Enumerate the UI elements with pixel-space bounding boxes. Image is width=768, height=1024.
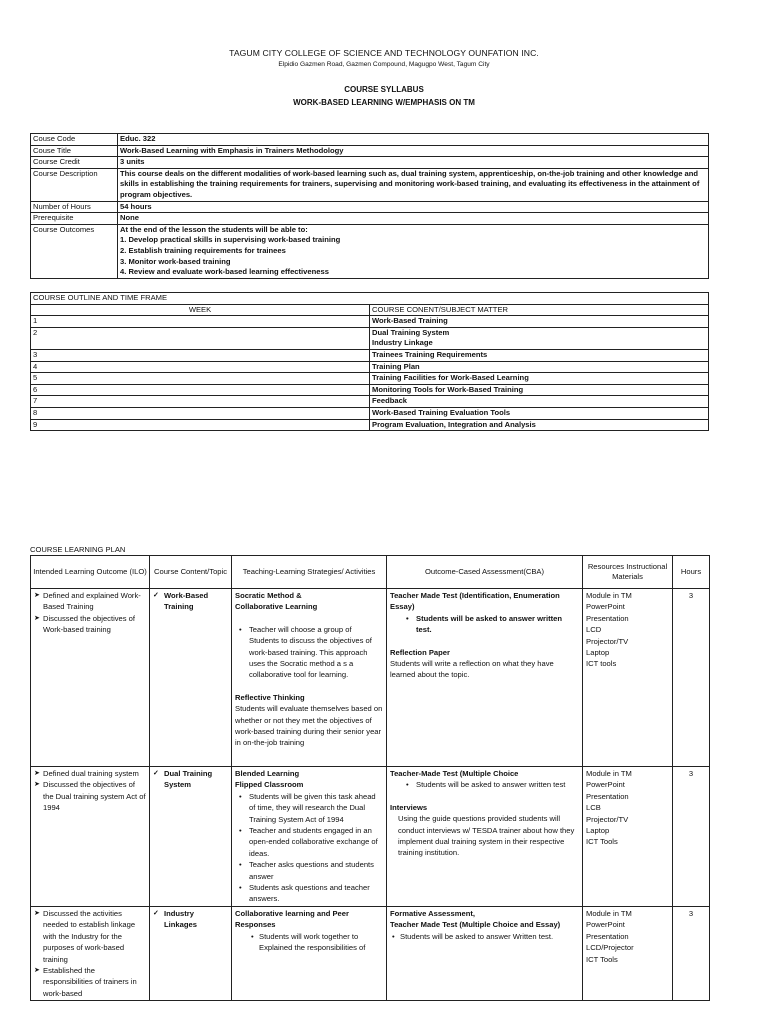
course-info-table — [30, 133, 709, 279]
week-content-line: Dual Training System — [372, 327, 450, 337]
week-number: 4 — [31, 361, 370, 373]
resource-item: Module in TM — [586, 591, 632, 600]
topic-text: Dual Training System — [164, 769, 213, 790]
assessment-bullet — [390, 931, 579, 942]
table-row — [31, 767, 710, 907]
ilo-text: Defined dual training system — [43, 769, 139, 778]
week-number: 8 — [31, 407, 370, 419]
topic-text: Work-Based Training — [164, 591, 209, 612]
course-outcomes — [118, 224, 709, 278]
table-row — [31, 407, 709, 419]
ilo-cell — [31, 906, 150, 1000]
resource-item: ICT Tools — [586, 837, 618, 847]
bullet-icon: • — [406, 780, 409, 790]
strategy-text: Students will be given this task ahead of time, they will research the Dual Training System Act of 1994 — [249, 791, 376, 824]
ilo-text: Discussed the activities needed to establish linkage with the Industry for the purposes of work-based training — [43, 908, 136, 964]
hours-cell: 3 — [673, 589, 710, 767]
resource-item: Laptop — [586, 826, 610, 836]
strategy-title: Collaborative learning and Peer Responses — [235, 908, 349, 930]
table-row — [31, 906, 710, 1000]
outline-header-content: COURSE CONENT/SUBJECT MATTER — [370, 304, 709, 316]
resource-item: ICT tools — [586, 659, 617, 669]
resource-item: Projector/TV — [586, 636, 629, 646]
arrow-bullet-icon: ➤ — [34, 770, 40, 777]
ilo-item — [34, 613, 146, 636]
strategy-text: Students will work together to Explained the responsibilities of — [259, 931, 366, 953]
strategy-text: Students ask questions and teacher answers. — [249, 883, 370, 904]
learning-plan-table — [30, 555, 710, 1001]
outcome-item: 4. Review and evaluate work-based learning effectiveness — [120, 267, 329, 277]
hours-cell: 3 — [673, 767, 710, 907]
course-credit: 3 units — [118, 157, 709, 169]
header-resources: Resources Instructional Materials — [583, 556, 673, 589]
outcome-item: 3. Monitor work-based training — [120, 256, 231, 266]
ilo-item — [34, 590, 146, 613]
ilo-cell — [31, 589, 150, 767]
header-ilo: Intended Learning Outcome (ILO) — [31, 556, 150, 589]
bullet-icon: • — [239, 624, 242, 634]
ilo-item — [34, 768, 146, 779]
resource-item: LCD — [586, 625, 602, 635]
assessment-title: Formative Assessment, — [390, 908, 475, 918]
resource-item: Module in TM — [586, 908, 632, 918]
table-row — [31, 384, 709, 396]
course-hours: 54 hours — [118, 201, 709, 213]
checkmark-icon: ✓ — [153, 770, 159, 777]
bullet-icon: • — [239, 826, 242, 836]
week-content: Feedback — [370, 396, 709, 408]
topic-cell — [150, 767, 232, 907]
resources-cell — [583, 589, 673, 767]
info-label: Couse Title — [31, 145, 118, 157]
bullet-icon: • — [406, 613, 409, 623]
resource-item: Laptop — [586, 648, 610, 658]
week-content: Work-Based Training Evaluation Tools — [370, 407, 709, 419]
resource-item: PowerPoint — [586, 780, 625, 790]
ilo-text: Defined and explained Work-Based Training — [43, 591, 141, 612]
ilo-text: Established the responsibilities of trainers in work-based — [43, 965, 137, 998]
strategies-cell — [232, 767, 387, 907]
assessment-title: Teacher Made Test (Multiple Choice and Essay) — [390, 920, 561, 930]
ilo-item — [34, 779, 146, 813]
strategy-title: Blended Learning — [235, 769, 300, 778]
bullet-icon: • — [251, 931, 254, 941]
week-number: 3 — [31, 349, 370, 361]
table-row — [31, 396, 709, 408]
course-prerequisite: None — [118, 213, 709, 225]
hours-cell: 3 — [673, 906, 710, 1000]
bullet-icon: • — [392, 931, 395, 941]
strategy-text: Teacher asks questions and students answer — [249, 860, 374, 881]
topic-text: Industry Linkages — [164, 908, 197, 930]
assessment-cell — [387, 589, 583, 767]
ilo-text: Discussed the objectives of Work-based training — [43, 613, 136, 635]
assessment-bullet — [390, 779, 579, 790]
strategy-title: Flipped Classroom — [235, 780, 304, 790]
week-number: 7 — [31, 396, 370, 408]
course-description: This course deals on the different modalities of work-based learning such as, dual training system, apprenticeship, on-the-job training and other knowledge and skills in establishing the training requirements for trainers, supervising and monitoring work-based training, and evaluating its effectiveness in the attainment of program objectives. — [118, 168, 709, 201]
course-title: Work-Based Learning with Emphasis in Trainers Methodology — [118, 145, 709, 157]
info-label: Prerequisite — [31, 213, 118, 225]
resource-item: Presentation — [586, 791, 629, 801]
header-assessment: Outcome-Cased Assessment(CBA) — [387, 556, 583, 589]
week-number: 1 — [31, 316, 370, 328]
resources-cell — [583, 906, 673, 1000]
assessment-text: Using the guide questions provided students will conduct interviews w/ TESDA trainer about how they implement dual training system in their respective training institution. — [398, 814, 575, 858]
strategy-title: Reflective Thinking — [235, 692, 305, 702]
topic-item — [153, 908, 228, 931]
school-name: TAGUM CITY COLLEGE OF SCIENCE AND TECHNOLOGY OUNFATION INC. — [229, 48, 539, 58]
week-content: Training Facilities for Work-Based Learning — [370, 373, 709, 385]
checkmark-icon: ✓ — [153, 909, 159, 917]
info-label: Course Description — [31, 168, 118, 201]
resource-item: LCD/Projector — [586, 943, 634, 953]
info-label: Course Credit — [31, 157, 118, 169]
ilo-cell — [31, 767, 150, 907]
resource-item: PowerPoint — [586, 920, 625, 930]
outcome-item: 2. Establish training requirements for trainees — [120, 245, 286, 255]
week-content — [370, 327, 709, 349]
week-number: 5 — [31, 373, 370, 385]
week-content: Trainees Training Requirements — [370, 349, 709, 361]
assessment-text: Students will write a reflection on what they have learned about the topic. — [390, 659, 554, 680]
bullet-icon: • — [239, 883, 242, 893]
outcomes-intro: At the end of the lesson the students will be able to: — [120, 224, 308, 234]
strategy-bullet — [235, 859, 383, 882]
header-hours: Hours — [673, 556, 710, 589]
resource-item: Presentation — [586, 931, 629, 941]
ilo-text: Discussed the objectives of the Dual training system Act of 1994 — [43, 780, 146, 813]
resource-item: PowerPoint — [586, 602, 625, 612]
week-content: Work-Based Training — [370, 316, 709, 328]
resource-item: Presentation — [586, 613, 629, 623]
course-code: Educ. 322 — [118, 134, 709, 146]
strategy-title: Socratic Method & — [235, 591, 302, 600]
info-label: Number of Hours — [31, 201, 118, 213]
resource-item: ICT Tools — [586, 954, 618, 964]
resource-item: Projector/TV — [586, 814, 629, 824]
header-strategies: Teaching-Learning Strategies/ Activities — [232, 556, 387, 589]
strategy-text: Teacher and students engaged in an open-ended collaborative exchange of ideas. — [249, 826, 378, 858]
strategies-cell — [232, 589, 387, 767]
resource-item: LCB — [586, 803, 601, 813]
week-number: 9 — [31, 419, 370, 431]
assessment-bullet — [390, 613, 579, 636]
course-outline-table — [30, 292, 709, 431]
assessment-text: Students will be asked to answer Written test. — [400, 931, 554, 941]
document-title: COURSE SYLLABUS — [344, 85, 424, 94]
table-row — [31, 361, 709, 373]
ilo-item — [34, 965, 146, 999]
arrow-bullet-icon: ➤ — [34, 592, 40, 599]
assessment-title: Interviews — [390, 802, 428, 812]
table-row — [31, 589, 710, 767]
week-content: Training Plan — [370, 361, 709, 373]
arrow-bullet-icon: ➤ — [34, 909, 40, 917]
strategy-text: Students will evaluate themselves based on whether or not they met the objectives of work-based training during their senior year in on-the-job training — [235, 704, 383, 748]
assessment-text: Students will be asked to answer written test. — [416, 613, 563, 635]
arrow-bullet-icon: ➤ — [34, 781, 40, 789]
arrow-bullet-icon: ➤ — [34, 966, 40, 974]
table-row — [31, 373, 709, 385]
table-row — [31, 316, 709, 328]
header-content: Course Content/Topic — [150, 556, 232, 589]
week-content-line: Industry Linkage — [372, 338, 433, 348]
strategies-cell — [232, 906, 387, 1000]
ilo-item — [34, 908, 146, 965]
learning-plan-title: COURSE LEARNING PLAN — [30, 545, 126, 554]
bullet-icon: • — [239, 860, 242, 870]
info-label: Couse Code — [31, 134, 118, 146]
assessment-cell — [387, 767, 583, 907]
strategy-bullet — [235, 624, 383, 681]
week-number: 6 — [31, 384, 370, 396]
arrow-bullet-icon: ➤ — [34, 614, 40, 622]
assessment-cell — [387, 906, 583, 1000]
resource-item: Module in TM — [586, 769, 632, 778]
topic-item — [153, 590, 228, 613]
info-label: Course Outcomes — [31, 224, 118, 278]
table-row — [31, 419, 709, 431]
topic-item — [153, 768, 228, 791]
week-content: Program Evaluation, Integration and Analysis — [370, 419, 709, 431]
checkmark-icon: ✓ — [153, 592, 159, 599]
topic-cell — [150, 906, 232, 1000]
assessment-title: Reflection Paper — [390, 647, 450, 657]
school-address: Elpidio Gazmen Road, Gazmen Compound, Magugpo West, Tagum City — [278, 61, 490, 68]
assessment-text: Students will be asked to answer written test — [416, 780, 566, 790]
resources-cell — [583, 767, 673, 907]
strategy-bullet — [235, 931, 383, 954]
course-title-heading: WORK-BASED LEARNING W/EMPHASIS ON TM — [293, 98, 475, 107]
strategy-text: Teacher will choose a group of Students to discuss the objectives of work-based training. This approach uses the Socratic method a s a collaborative tool for learning. — [249, 624, 372, 680]
outline-title: COURSE OUTLINE AND TIME FRAME — [31, 293, 709, 305]
bullet-icon: • — [239, 791, 242, 801]
strategy-bullet — [235, 882, 383, 905]
topic-cell — [150, 589, 232, 767]
week-number: 2 — [31, 327, 370, 349]
strategy-title: Collaborative Learning — [235, 602, 318, 612]
week-content: Monitoring Tools for Work-Based Training — [370, 384, 709, 396]
outcome-item: 1. Develop practical skills in supervising work-based training — [120, 235, 341, 245]
table-row — [31, 327, 709, 349]
outline-header-week: WEEK — [31, 304, 370, 316]
table-row — [31, 349, 709, 361]
assessment-title: Teacher Made Test (Identification, Enumeration Essay) — [390, 591, 560, 612]
strategy-bullet — [235, 791, 383, 825]
strategy-bullet — [235, 825, 383, 859]
assessment-title: Teacher-Made Test (Multiple Choice — [390, 769, 519, 778]
